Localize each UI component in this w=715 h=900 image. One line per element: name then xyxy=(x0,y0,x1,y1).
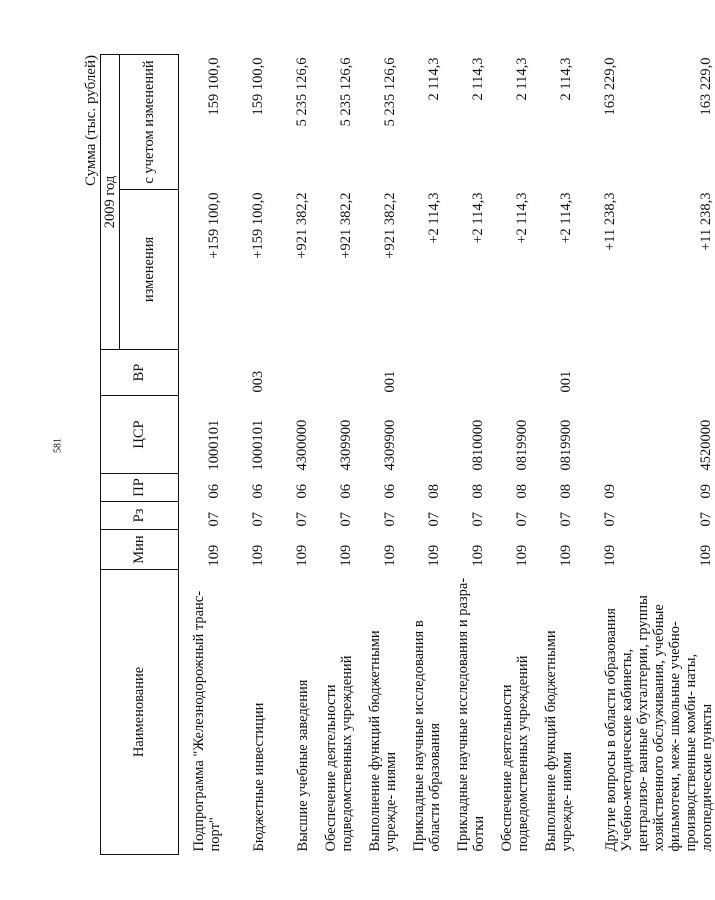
cell-name: Подпрограмма "Железнодорожный транс- порт" xyxy=(191,590,223,852)
table-row xyxy=(443,54,487,854)
cell-change: +11 238,3 xyxy=(698,192,714,251)
cell-total: 5 235 126,6 xyxy=(338,57,354,127)
header-with-changes: с учетом изменений xyxy=(120,54,179,189)
cell-change: +921 382,2 xyxy=(338,192,354,259)
cell-min: 109 xyxy=(426,544,442,567)
cell-total: 159 100,0 xyxy=(250,57,266,116)
cell-csr: 0819900 xyxy=(558,419,574,471)
cell-total: 5 235 126,6 xyxy=(382,57,398,127)
cell-rz: 07 xyxy=(514,512,530,527)
cell-rz: 07 xyxy=(206,512,222,527)
cell-min: 109 xyxy=(250,544,266,567)
cell-pr: 08 xyxy=(558,484,574,499)
cell-name: Выполнение функций бюджетными учрежде- ниями xyxy=(543,630,575,852)
cell-pr: 06 xyxy=(294,484,310,499)
table-row xyxy=(267,54,311,854)
header-vr: ВР xyxy=(101,350,179,396)
cell-min: 109 xyxy=(514,544,530,567)
cell-vr xyxy=(267,350,311,396)
cell-vr: 003 xyxy=(250,370,266,393)
cell-name: Учебно-методические кабинеты, централизо- ванные бухгалтерии, группы хозяйственного обслуживания, учебные фильмотеки, меж- школьные учебно-производственные комби- наты, логопедические пункты xyxy=(619,595,715,852)
page-number: 581 xyxy=(52,438,64,453)
cell-vr xyxy=(179,350,224,396)
cell-rz: 07 xyxy=(426,512,442,527)
header-rz: Рз xyxy=(101,502,179,530)
cell-pr: 06 xyxy=(338,484,354,499)
units-caption: Сумма (тыс. рублей) xyxy=(83,55,99,187)
table-row xyxy=(619,54,715,854)
cell-name: Другие вопросы в области образования xyxy=(603,608,619,852)
cell-change: +159 100,0 xyxy=(206,192,222,259)
cell-change: +921 382,2 xyxy=(382,192,398,259)
table-row xyxy=(399,54,443,854)
cell-pr: 09 xyxy=(698,484,714,499)
table-row xyxy=(355,54,399,854)
cell-csr xyxy=(575,396,619,474)
cell-total: 2 114,3 xyxy=(426,57,442,101)
header-min: Мин xyxy=(101,530,179,570)
cell-name: Обеспечение деятельности подведомственных учреждений xyxy=(499,655,531,852)
table-row xyxy=(575,54,619,854)
cell-pr: 06 xyxy=(382,484,398,499)
cell-pr: 08 xyxy=(470,484,486,499)
cell-change: +159 100,0 xyxy=(250,192,266,259)
cell-name: Прикладные научные исследования в области образования xyxy=(411,620,443,852)
cell-change: +2 114,3 xyxy=(470,192,486,244)
cell-total: 5 235 126,6 xyxy=(294,57,310,127)
cell-min: 109 xyxy=(206,544,222,567)
cell-min: 109 xyxy=(294,544,310,567)
cell-total: 2 114,3 xyxy=(558,57,574,101)
cell-pr: 08 xyxy=(426,484,442,499)
cell-vr xyxy=(399,350,443,396)
cell-name: Прикладные научные исследования и разра- ботки xyxy=(455,577,487,852)
cell-min: 109 xyxy=(602,544,618,567)
cell-rz: 07 xyxy=(470,512,486,527)
cell-csr: 0810000 xyxy=(470,419,486,471)
table-body xyxy=(179,54,715,854)
cell-pr: 06 xyxy=(206,484,222,499)
table-row xyxy=(223,54,267,854)
cell-csr: 4520000 xyxy=(698,419,714,471)
cell-pr: 08 xyxy=(514,484,530,499)
cell-total: 159 100,0 xyxy=(206,57,222,116)
cell-vr: 001 xyxy=(382,370,398,393)
cell-total: 163 229,0 xyxy=(698,57,714,116)
cell-min: 109 xyxy=(698,544,714,567)
cell-name: Выполнение функций бюджетными учрежде- ниями xyxy=(367,630,399,852)
cell-csr: 1000101 xyxy=(206,419,222,471)
cell-vr xyxy=(487,350,531,396)
cell-rz: 07 xyxy=(698,512,714,527)
budget-table xyxy=(100,54,715,855)
cell-rz: 07 xyxy=(558,512,574,527)
table-row xyxy=(179,54,224,854)
cell-total: 2 114,3 xyxy=(514,57,530,101)
table-row xyxy=(311,54,355,854)
cell-rz: 07 xyxy=(338,512,354,527)
cell-vr xyxy=(443,350,487,396)
cell-rz: 07 xyxy=(250,512,266,527)
header-pr: ПР xyxy=(101,474,179,502)
cell-csr: 4300000 xyxy=(294,419,310,471)
cell-change: +2 114,3 xyxy=(426,192,442,244)
cell-change: +11 238,3 xyxy=(602,192,618,251)
cell-total: 2 114,3 xyxy=(470,57,486,101)
cell-total: 163 229,0 xyxy=(602,57,618,116)
header-year: 2009 год xyxy=(101,54,120,349)
cell-csr: 0819900 xyxy=(514,419,530,471)
cell-rz: 07 xyxy=(294,512,310,527)
cell-pr: 06 xyxy=(250,484,266,499)
cell-vr xyxy=(311,350,355,396)
cell-min: 109 xyxy=(338,544,354,567)
cell-change: +2 114,3 xyxy=(514,192,530,244)
cell-csr xyxy=(399,396,443,474)
cell-name: Бюджетные инвестиции xyxy=(251,702,267,852)
table-row xyxy=(487,54,531,854)
rotated-page-content xyxy=(82,55,715,855)
cell-csr: 4309900 xyxy=(338,419,354,471)
cell-vr xyxy=(619,350,715,396)
cell-min: 109 xyxy=(470,544,486,567)
cell-rz: 07 xyxy=(602,512,618,527)
cell-vr: 001 xyxy=(558,370,574,393)
cell-change: +2 114,3 xyxy=(558,192,574,244)
header-changes: изменения xyxy=(120,190,179,350)
cell-pr: 09 xyxy=(602,484,618,499)
cell-name: Высшие учебные заведения xyxy=(295,679,311,852)
cell-name: Обеспечение деятельности подведомственных учреждений xyxy=(323,655,355,852)
cell-csr: 1000101 xyxy=(250,419,266,471)
cell-rz: 07 xyxy=(382,512,398,527)
header-name: Наименование xyxy=(101,570,179,855)
cell-csr: 4309900 xyxy=(382,419,398,471)
table-row xyxy=(531,54,575,854)
header-csr: ЦСР xyxy=(101,396,179,474)
cell-min: 109 xyxy=(382,544,398,567)
cell-vr xyxy=(575,350,619,396)
cell-change: +921 382,2 xyxy=(294,192,310,259)
cell-min: 109 xyxy=(558,544,574,567)
